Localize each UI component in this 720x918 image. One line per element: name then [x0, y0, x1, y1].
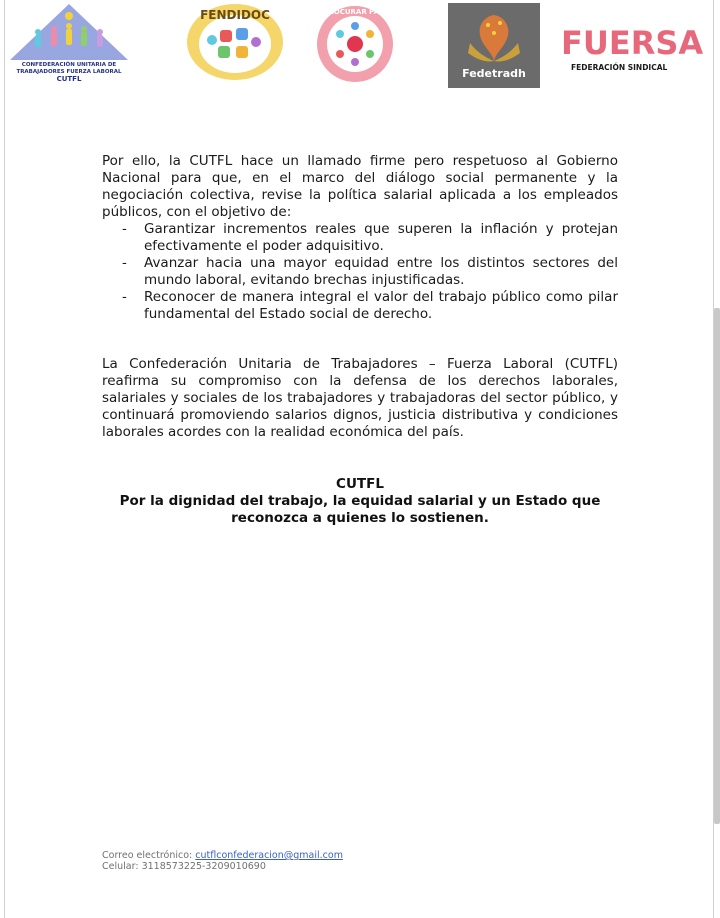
commitment-block — [102, 356, 618, 441]
intro-block — [102, 153, 618, 323]
fuersa-logo-subtitle: FEDERACIÓN SINDICAL — [571, 63, 668, 72]
cutfl-logo-line-1: CONFEDERACIÓN UNITARIA DE — [21, 62, 117, 68]
list-item — [102, 289, 618, 323]
procurar-pais-logo — [312, 4, 398, 84]
intro-paragraph: Por ello, la CUTFL hace un llamado firme pero respetuoso al Gobierno Nacional para que, en el marco del diálogo social permanente y la negociación colectiva, revise la política salarial aplicada a los empleados públicos, con el objetivo de: — [102, 153, 618, 220]
email-link[interactable]: cutflconfederacion@gmail.com — [195, 850, 343, 861]
bullet-marker: - — [122, 221, 127, 237]
cutfl-logo-line-2: TRABAJADORES FUERZA LABORAL — [16, 69, 122, 75]
fuersa-logo — [559, 8, 704, 76]
closing-slogan-line-2: reconozca a quienes lo sostienen. — [231, 510, 489, 526]
fendidoc-logo-name: FENDIDOC — [200, 8, 270, 22]
cutfl-logo-acronym: CUTFL — [56, 75, 82, 83]
bullet-marker: - — [122, 255, 127, 271]
objectives-list — [102, 221, 618, 323]
vertical-scrollbar[interactable] — [714, 308, 720, 824]
commitment-paragraph: La Confederación Unitaria de Trabajadores – Fuerza Laboral (CUTFL) reafirma su compromiso con la defensa de los derechos laborales, salariales y sociales de los trabajadores y trabajadoras del sector público, y continuará promoviendo salarios dignos, justicia distributiva y condiciones laborales acordes con la realidad económica del país. — [102, 356, 618, 440]
contact-footer — [102, 850, 343, 872]
cutfl-logo — [6, 2, 132, 82]
list-item — [102, 255, 618, 289]
list-item — [102, 221, 618, 255]
closing-slogan-line-1: Por la dignidad del trabajo, la equidad salarial y un Estado que — [119, 493, 601, 509]
closing-block — [102, 476, 618, 527]
list-item-text: Garantizar incrementos reales que superen la inflación y protejan efectivamente el poder adquisitivo. — [144, 221, 618, 254]
list-item-text: Reconocer de manera integral el valor del trabajo público como pilar fundamental del Estado social de derecho. — [144, 289, 618, 322]
phone-label: Celular: — [102, 861, 142, 872]
fuersa-logo-name: FUERSA — [561, 24, 704, 62]
procurar-logo-name: PROCURAR PAIS — [323, 8, 387, 16]
fedetradh-logo — [448, 3, 540, 88]
email-label: Correo electrónico: — [102, 850, 196, 861]
phone-line — [102, 861, 343, 872]
document-page — [4, 0, 714, 918]
email-line — [102, 850, 343, 861]
fendidoc-logo — [184, 2, 286, 82]
fedetradh-logo-name: Fedetradh — [462, 67, 526, 80]
closing-org: CUTFL — [336, 476, 384, 492]
list-item-text: Avanzar hacia una mayor equidad entre los distintos sectores del mundo laboral, evitando brechas injustificadas. — [144, 255, 618, 288]
phone-number: 3118573225-3209010690 — [141, 861, 266, 872]
logo-header — [4, 0, 714, 92]
bullet-marker: - — [122, 289, 127, 305]
